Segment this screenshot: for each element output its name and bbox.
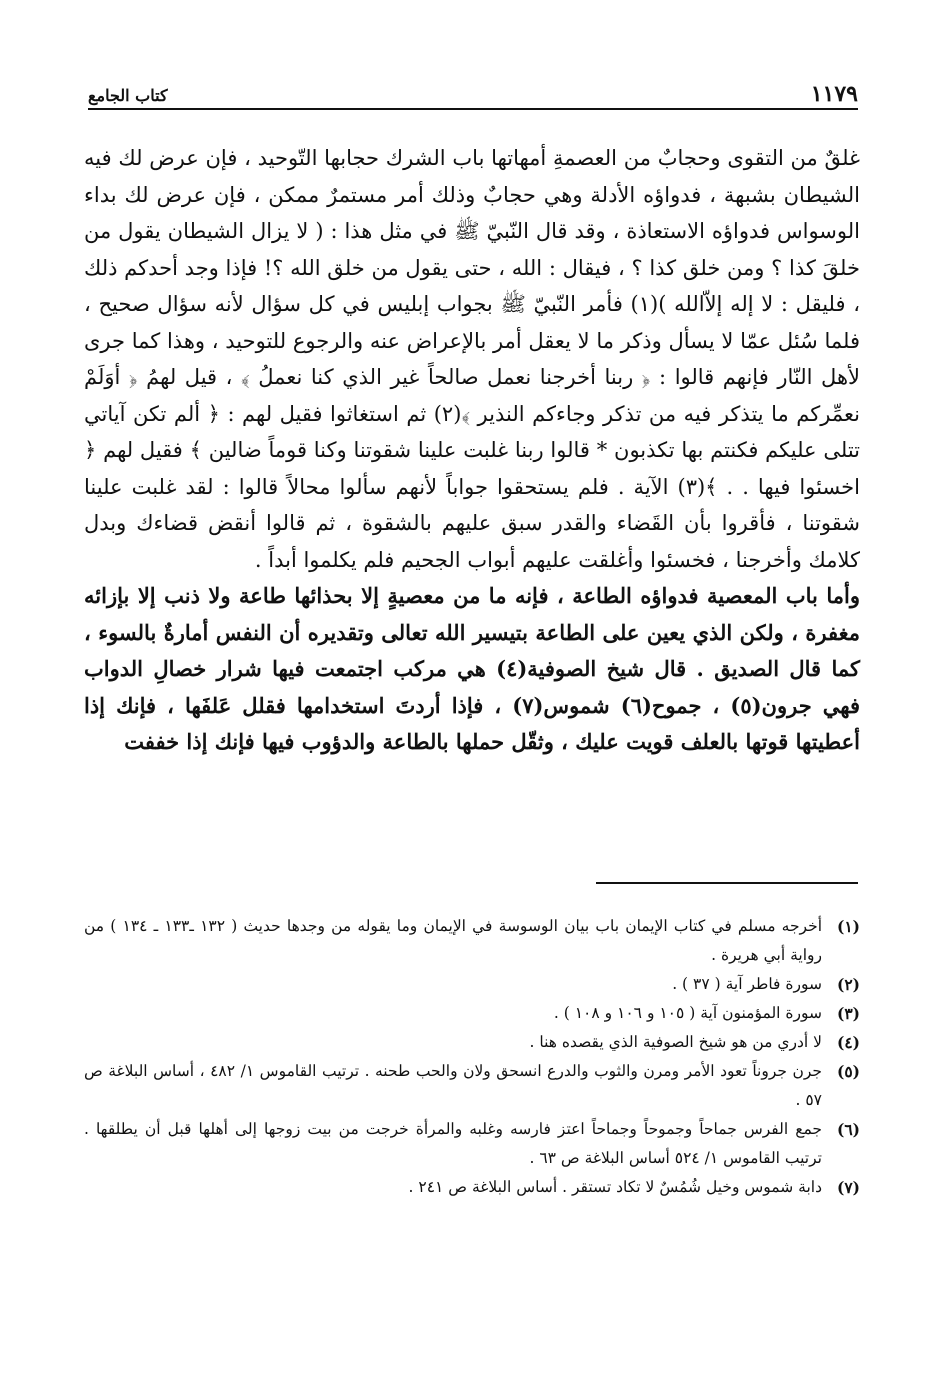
footnote-number: (٥): [836, 1062, 860, 1081]
footnote-text: لا أدري من هو شيخ الصوفية الذي يقصده هنا .: [529, 1033, 822, 1051]
footnote: [84, 912, 860, 970]
footnote-number: (٢): [836, 975, 860, 994]
footnote-text: جمع الفرس جماحاً وجموحاً وجماحاً اعتز فارسه وغلبه والمرأة خرجت من بيت زوجها إلى أهلها قبل أن يطلقها . ترتيب القاموس ١/ ٥٢٤ أساس البلاغة ص ٦٣ .: [84, 1120, 822, 1167]
paragraph-1: غلقٌ من التقوى وحجابٌ من العصمةِ أمهاتها باب الشرك حجابها التّوحيد ، فإن عرض لك فيه الشيطان بشبهة ، فدواؤه الأدلة وهي حجابٌ وذلك أمر مستمرٌ ممكن ، فإن عرض لك بداء الوسواس فدواؤه الاستعاذة ، وقد قال النّبيّ ﷺ في مثل هذا : ( لا يزال الشيطان يقول من خلقَ كذا ؟ ومن خلق كذا ؟ ، فيقال : الله ، حتى يقول من خلق الله ؟! فإذا وجد أحدكم ذلك ، فليقل : لا إله إلاّالله )(١) فأمر النّبيّ ﷺ بجواب إبليس في كل سؤال لأنه سؤال صحيح ، فلما سُئل عمّا لا يسأل وذكر ما لا يعقل أمر بالإعراض عنه والرجوع للتوحيد ، وهذا كما جرى لأهل النّار فإنهم قالوا : ﴿ ربنا أخرجنا نعمل صالحاً غير الذي كنا نعملُ ﴾ ، قيل لهمُ ﴿ أوَلَمْ نعمِّركم ما يتذكر فيه من تذكر وجاءكم النذير ﴾(٢) ثم استغاثوا فقيل لهم : ﴿ ألم تكن آياتي تتلى عليكم فكنتم بها تكذبون * قالوا ربنا غلبت علينا شقوتنا وكنا قوماً ضالين ﴾ فقيل لهم ﴿ اخسئوا فيها . . ﴾(٣) الآية . فلم يستحقوا جواباً لأنهم سألوا محالاً قالوا : لقد غلبت علينا شقوتنا ، فأقروا بأن القَضاء والقدر سبق عليهم بالشقوة ، ثم قالوا أنقض قضاءك وبدل كلامك وأخرجنا ، فخسئوا وأغلقت عليهم أبواب الجحيم فلم يكلموا أبداً .: [84, 146, 860, 572]
footnote-number: (٧): [836, 1178, 860, 1197]
footnote-text: أخرجه مسلم في كتاب الإيمان باب بيان الوسوسة في الإيمان وما يقوله من وجدها حديث ( ١٣٢ ـ١٣٣ ـ ١٣٤ ) من رواية أبي هريرة .: [84, 917, 822, 964]
footnote: [84, 999, 860, 1028]
footnote-number: (٣): [836, 1004, 860, 1023]
footnote-separator: [596, 882, 858, 884]
footnote-number: (٦): [836, 1120, 860, 1139]
footnotes: [84, 912, 860, 1202]
footnote-number: (١): [836, 917, 860, 936]
page-number: ١١٧٩: [810, 81, 858, 107]
footnote: [84, 1028, 860, 1057]
paragraph-2: وأما باب المعصية فدواؤه الطاعة ، فإنه ما من معصيةٍ إلا بحذائها طاعة ولا ذنب إلا بإزائه مغفرة ، ولكن الذي يعين على الطاعة بتيسير الله تعالى وتقديره أن النفس أمارةٌ بالسوء ، كما قال الصديق . قال شيخ الصوفية(٤) هي مركب اجتمعت فيها شرار خصالِ الدواب فهي جرون(٥) ، جموح(٦) شموس(٧) ، فإذا أردتَ استخدامها فقلل عَلفَها ، فإنك إذا أعطيتها قوتها بالعلف قويت عليك ، وثقّل حملها بالطاعة والدؤوب فيها فإنك إذا خففت: [84, 583, 860, 754]
footnote: [84, 970, 860, 999]
footnote: [84, 1115, 860, 1173]
footnote: [84, 1173, 860, 1202]
footnote-number: (٤): [836, 1033, 860, 1052]
footnote-text: سورة المؤمنون آية ( ١٠٥ و ١٠٦ و ١٠٨ ) .: [553, 1004, 822, 1022]
footnote: [84, 1057, 860, 1115]
book-title: كتاب الجامع: [88, 86, 168, 105]
running-header: [88, 82, 858, 110]
footnote-text: دابة شموس وخيل شُمُسٌ لا تكاد تستقر . أساس البلاغة ص ٢٤١ .: [408, 1178, 822, 1196]
footnote-text: جرن جروناً تعود الأمر ومرن والثوب والدرع انسحق ولان والحب طحنه . ترتيب القاموس ١/ ٤٨٢ ، أساس البلاغة ص ٥٧ .: [84, 1062, 823, 1109]
footnote-text: سورة فاطر آية ( ٣٧ ) .: [672, 975, 822, 993]
main-text: [84, 140, 860, 761]
